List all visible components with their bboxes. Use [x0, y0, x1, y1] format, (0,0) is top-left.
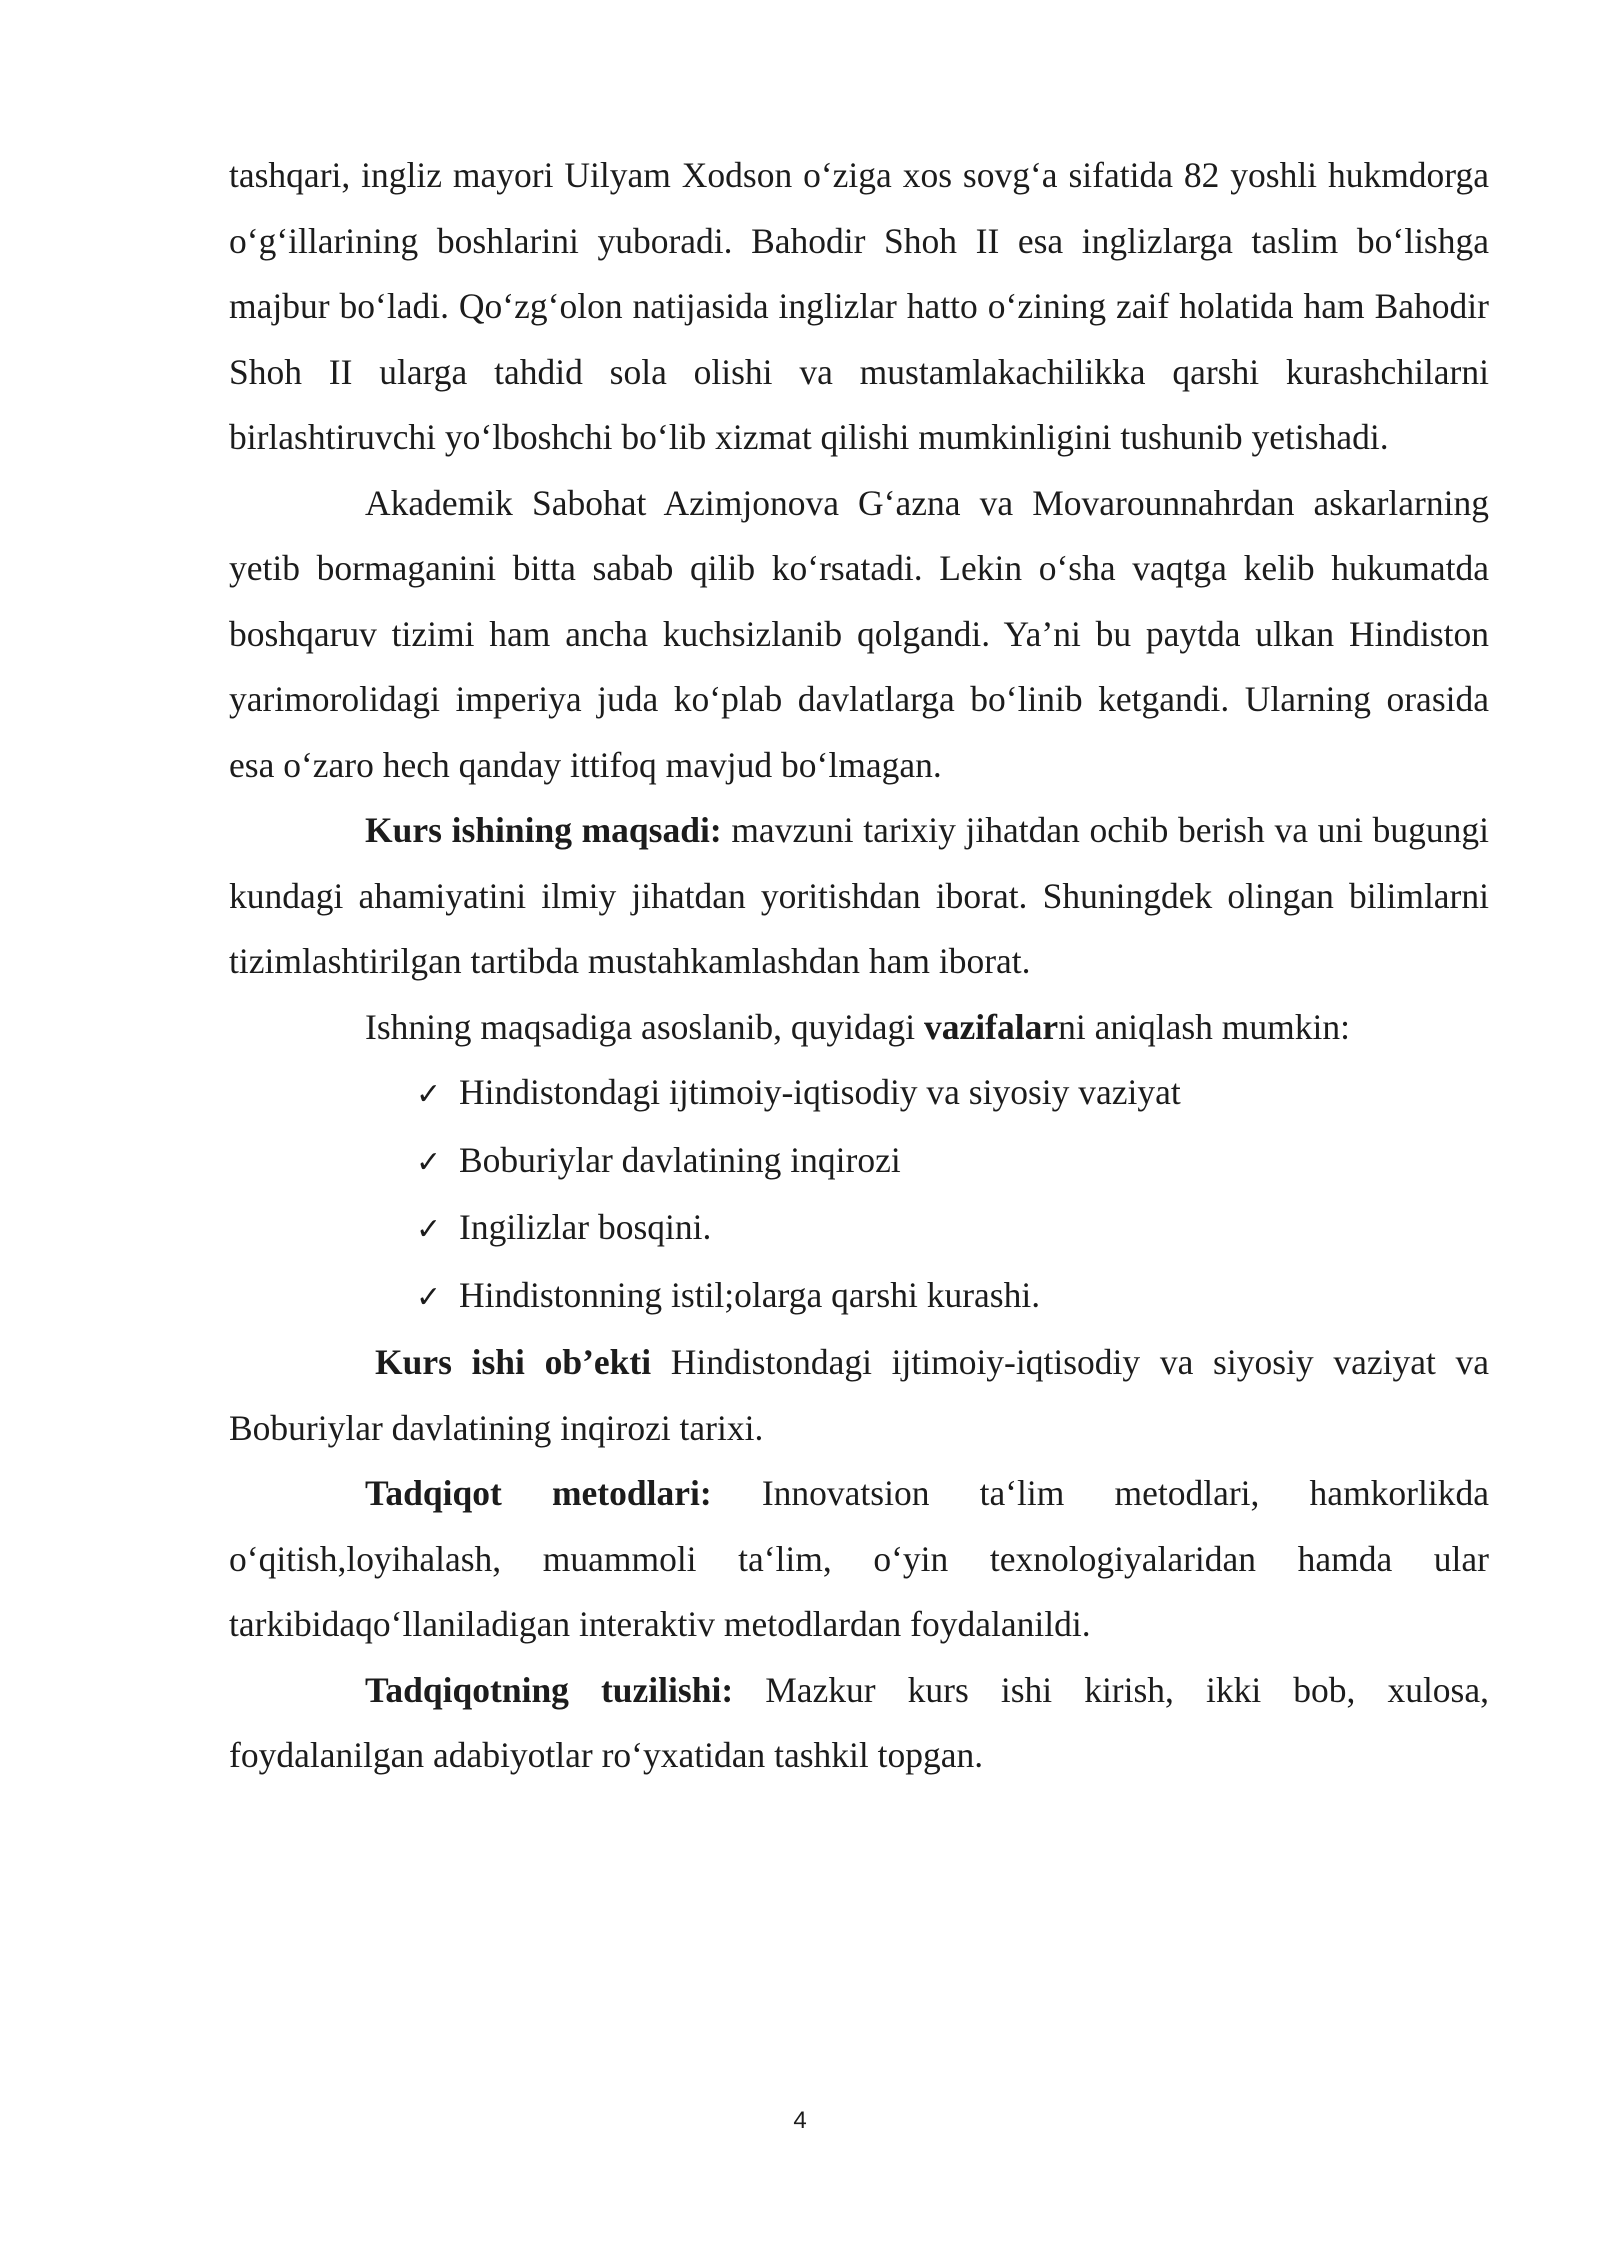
task-text: Hindistondagi ijtimoiy-iqtisodiy va siyosiy vaziyat [459, 1072, 1181, 1112]
page-number: 4 [793, 2107, 807, 2134]
tasks-intro-bold: vazifalar [924, 1006, 1059, 1047]
methods-text: Innovatsion ta‘lim metodlari, hamkorlikda o‘qitish,loyihalash, muammoli ta‘lim, o‘yin texnologiyalaridan hamda ular tarkibidaqo‘llaniladigan interaktiv metodlardan foydalanildi. [229, 1473, 1489, 1644]
paragraph-tasks-intro [229, 995, 1489, 1061]
task-text: Boburiylar davlatining inqirozi [459, 1139, 901, 1180]
tasks-intro-before: Ishning maqsadiga asoslanib, quyidagi [365, 1006, 925, 1047]
paragraph-methods [229, 1461, 1489, 1658]
goal-lead: Kurs ishining maqsadi: [365, 810, 722, 850]
task-text: Ingilizlar bosqini. [459, 1207, 712, 1247]
list-item [416, 1128, 1489, 1196]
paragraph-continuation: tashqari, ingliz mayori Uilyam Xodson o‘ziga xos sovg‘a sifatida 82 yoshli hukmdorga o‘g‘illarining boshlarini yuboradi. Bahodir Shoh II esa inglizlarga taslim bo‘lishga majbur bo‘ladi. Qo‘zg‘olon natijasida inglizlar hatto o‘zining zaif holatida ham Bahodir Shoh II ularga tahdid sola olishi va mustamlakachilikka qarshi kurashchilarni birlashtiruvchi yo‘lboshchi bo‘lib xizmat qilishi mumkinligini tushunib yetishadi. [229, 155, 1489, 457]
goal-text: mavzuni tarixiy jihatdan ochib berish va uni bugungi kundagi ahamiyatini ilmiy jihatdan yoritishdan iborat. Shuningdek olingan bilimlarni tizimlashtirilgan tartibda mustahkamlashdan ham iborat. [229, 810, 1489, 981]
list-item [416, 1060, 1489, 1128]
object-lead: Kurs ishi ob’ekti [375, 1342, 652, 1382]
document-body [229, 143, 1489, 1789]
tasks-list [229, 1060, 1489, 1330]
task-text: Hindistonning istil;olarga qarshi kurashi. [459, 1274, 1041, 1315]
tasks-intro-after: ni aniqlash mumkin: [1058, 1006, 1350, 1047]
list-item [416, 1195, 1489, 1263]
structure-lead: Tadqiqotning tuzilishi: [365, 1669, 734, 1710]
check-mark-icon: ✓ [416, 1077, 442, 1112]
paragraph-object [229, 1330, 1489, 1461]
check-mark-icon: ✓ [416, 1144, 442, 1180]
list-item [416, 1263, 1489, 1331]
paragraph-structure [229, 1658, 1489, 1789]
check-mark-icon: ✓ [416, 1212, 442, 1247]
paragraph-goal [229, 798, 1489, 995]
paragraph-azimjonova: Akademik Sabohat Azimjonova G‘azna va Movarounnahrdan askarlarning yetib bormaganini bitta sabab qilib ko‘rsatadi. Lekin o‘sha vaqtga kelib hukumatda boshqaruv tizimi ham ancha kuchsizlanib qolgandi. Ya’ni bu paytda ulkan Hindiston yarimorolidagi imperiya juda ko‘plab davlatlarga bo‘linib ketgandi. Ularning orasida esa o‘zaro hech qanday ittifoq mavjud bo‘lmagan. [229, 482, 1489, 785]
check-mark-icon: ✓ [416, 1279, 442, 1315]
structure-text: Mazkur kurs ishi kirish, ikki bob, xulosa, foydalanilgan adabiyotlar ro‘yxatidan tashkil topgan. [229, 1669, 1490, 1775]
object-text: Hindistondagi ijtimoiy-iqtisodiy va siyosiy vaziyat va Boburiylar davlatining inqirozi tarixi. [229, 1342, 1490, 1448]
methods-lead: Tadqiqot metodlari: [365, 1473, 712, 1513]
